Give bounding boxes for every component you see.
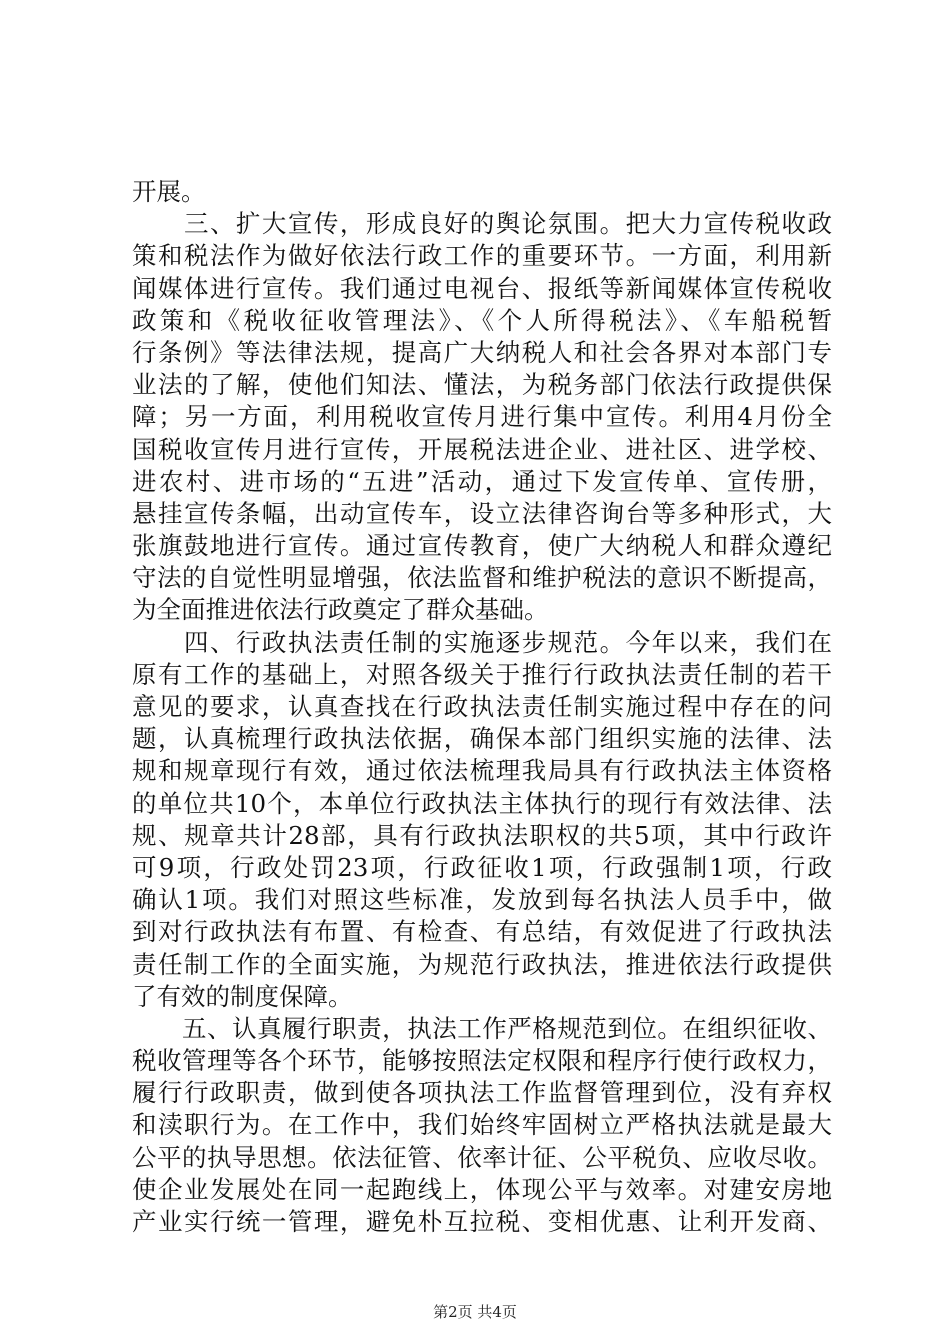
text-line: 到对行政执法有布置、有检查、有总结，有效促进了行政执法 (132, 917, 832, 947)
text-line: 张旗鼓地进行宣传。通过宣传教育，使广大纳税人和群众遵纪 (132, 531, 832, 561)
text-line: 题，认真梳理行政执法依据，确保本部门组织实施的法律、法 (132, 724, 832, 754)
text-line: 了有效的制度保障。 (132, 981, 353, 1011)
text-line: 可9项，行政处罚23项，行政征收1项，行政强制1项，行政 (132, 852, 832, 882)
text-line: 使企业发展处在同一起跑线上，体现公平与效率。对建安房地 (132, 1174, 832, 1204)
text-line: 进农村、进市场的“五进”活动，通过下发宣传单、宣传册， (132, 466, 832, 496)
text-line: 行条例》等法律法规，提高广大纳税人和社会各界对本部门专 (132, 337, 832, 367)
text-line: 规、规章共计28部，具有行政执法职权的共5项，其中行政许 (132, 820, 832, 850)
text-line: 守法的自觉性明显增强，依法监督和维护税法的意识不断提高， (132, 563, 832, 593)
text-line: 和渎职行为。在工作中，我们始终牢固树立严格执法就是最大 (132, 1110, 832, 1140)
text-line: 产业实行统一管理，避免朴互拉税、变相优惠、让利开发商、 (132, 1207, 832, 1236)
text-line: 公平的执导思想。依法征管、依率计征、公平税负、应收尽收。 (132, 1142, 832, 1172)
text-line: 业法的了解，使他们知法、懂法，为税务部门依法行政提供保 (132, 370, 832, 400)
text-line: 履行行政职责，做到使各项执法工作监督管理到位，没有弃权 (132, 1078, 832, 1108)
text-line: 开展。 (132, 177, 206, 206)
text-line: 四、行政执法责任制的实施逐步规范。今年以来，我们在 (132, 627, 832, 657)
text-line: 的单位共10个，本单位行政执法主体执行的现行有效法律、法 (132, 788, 832, 818)
page-footer: 第2页 共4页 (433, 1303, 517, 1321)
text-line: 原有工作的基础上，对照各级关于推行行政执法责任制的若干 (132, 659, 832, 689)
text-line: 税收管理等各个环节，能够按照法定权限和程序行使行政权力， (132, 1046, 832, 1076)
text-line: 确认1项。我们对照这些标准，发放到每名执法人员手中，做 (132, 885, 832, 915)
text-line: 规和规章现行有效，通过依法梳理我局具有行政执法主体资格 (132, 756, 832, 786)
text-line: 责任制工作的全面实施，为规范行政执法，推进依法行政提供 (132, 949, 832, 979)
text-line: 国税收宣传月进行宣传，开展税法进企业、进社区、进学校、 (132, 434, 832, 464)
text-line: 悬挂宣传条幅，出动宣传车，设立法律咨询台等多种形式，大 (132, 498, 832, 528)
text-line: 三、扩大宣传，形成良好的舆论氛围。把大力宣传税收政 (132, 209, 832, 239)
text-line: 策和税法作为做好依法行政工作的重要环节。一方面，利用新 (132, 241, 832, 271)
text-line: 闻媒体进行宣传。我们通过电视台、报纸等新闻媒体宣传税收 (132, 273, 832, 303)
text-line: 障；另一方面，利用税收宣传月进行集中宣传。利用4月份全 (132, 402, 832, 432)
text-line: 政策和《税收征收管理法》、《个人所得税法》、《车船税暂 (132, 305, 832, 335)
text-line: 为全面推进依法行政奠定了群众基础。 (132, 595, 549, 625)
document-body (132, 176, 832, 1238)
text-line: 意见的要求，认真查找在行政执法责任制实施过程中存在的问 (132, 692, 832, 721)
text-line: 五、认真履行职责，执法工作严格规范到位。在组织征收、 (132, 1013, 832, 1043)
